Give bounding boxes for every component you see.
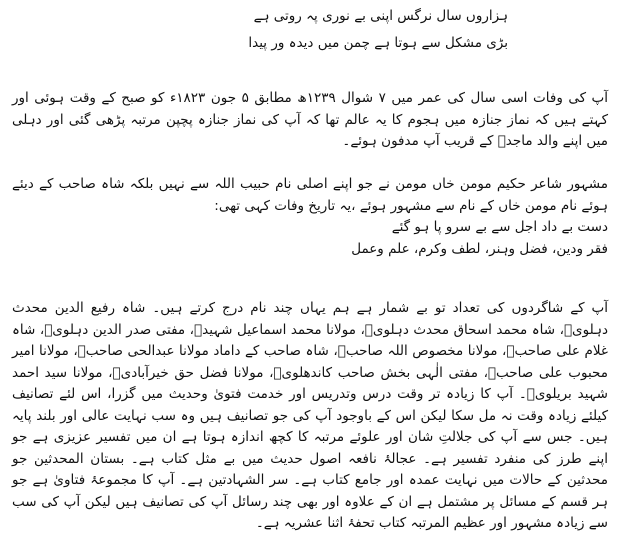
poem-line-2: بڑی مشکل سے ہوتا ہے چمن میں دیدہ ور پیدا — [248, 35, 508, 51]
chronogram-verse-2: فقر ودین، فضل وہنر، لطف وکرم، علم وعمل — [351, 241, 608, 257]
chronogram-verse-1: دست بے داد اجل سے بے سرو پا ہو گئے — [391, 219, 608, 235]
paragraph-momin-intro: مشہور شاعر حکیم مومن خاں مومن نے جو اپنے اصلی نام حبیب اللہ سے نہیں بلکہ شاہ صاحب کے دیئے ہوئے نام مومن خاں کے نام سے مشہور ہوئے ،یہ تاریخ وفات کہی تھی: — [12, 176, 608, 214]
poem-line-1: ہزاروں سال نرگس اپنی بے نوری پہ روتی ہے — [253, 8, 508, 24]
paragraph-death: آپ کی وفات اسی سال کی عمر میں ۷ شوال ۱۲۳۹ھ مطابق ۵ جون ۱۸۲۳ء کو صبح کے وقت ہوئی اور کہتے ہیں کہ نماز جنازہ میں ہجوم کا یہ عالم تھا کہ آپ کی نماز جنازہ پچپن مرتبہ پڑھی گئی اور دہلی میں اپنے والد ماجدؒ کے قریب آپ مدفون ہوئے۔ — [12, 90, 608, 149]
paragraph-students-works: آپ کے شاگردوں کی تعداد تو بے شمار ہے ہم یہاں چند نام درج کرتے ہیں۔ شاہ رفیع الدین محدث دہلویؒ، شاہ محمد اسحاق محدث دہلویؒ، مولانا محمد اسماعیل شہیدؒ، مفتی صدر الدین دہلویؒ، شاہ غلام علی صاحبؒ، مولانا مخصوص اللہ صاحبؒ، شاہ صاحب کے داماد مولانا عبدالحی صاحبؒ، مولانا امیر محبوب علی صاحبؒ، مفتی الٰہی بخش صاحب کاندھلویؒ، مولانا فضل حق خیرآبادیؒ، مولانا سید احمد شہید بریلویؒ۔ آپ کا زیادہ تر وقت درس وتدریس اور خدمت فتویٰ وحدیث میں گزرا، اس لئے تصانیف کیلئے زیادہ وقت نہ مل سکا لیکن اس کے باوجود آپ کی جو تصانیف ہیں وہ سب نہایت عالی اور بلند پایہ ہیں۔ جس سے آپ کی جلالتِ شان اور علوئے مرتبہ کا کچھ اندازہ ہوتا ہے ان میں تفسیر عزیزی ہے جو اپنے طرز کی منفرد تفسیر ہے۔ عجالۂ نافعہ اصول حدیث میں بے مثل کتاب ہے۔ بستان المحدثین جو محدثین کے حالات میں نہایت عمدہ اور جامع کتاب ہے۔ سر الشہادتین ہے۔ آپ کا مجموعۂ فتاویٰ ہے جو ہر قسم کے مسائل پر مشتمل ہے ان کے علاوہ اور بھی چند رسائل آپ کی تصانیف ہیں لیکن آپ کی سب سے زیادہ مشہور اور عظیم المرتبہ کتاب تحفۂ اثنا عشریہ ہے۔ — [12, 300, 608, 531]
